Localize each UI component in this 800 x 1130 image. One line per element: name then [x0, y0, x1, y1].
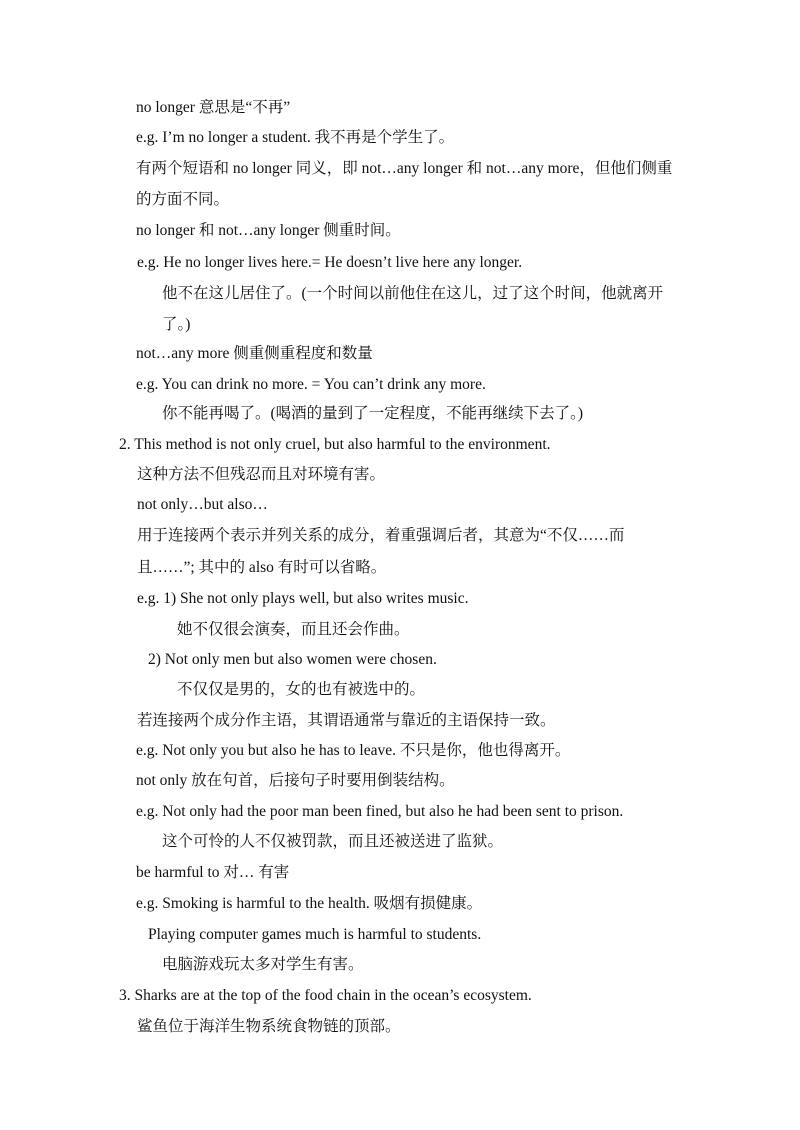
text-line: e.g. Not only you but also he has to leave. 不只是你，他也得离开。: [136, 742, 571, 759]
text-line: not only…but also…: [137, 496, 268, 513]
text-line: 且……”; 其中的 also 有时可以省略。: [137, 559, 387, 576]
text-line: 的方面不同。: [136, 191, 230, 208]
text-line: no longer 和 not…any longer 侧重时间。: [136, 222, 401, 239]
text-line: e.g. You can drink no more. = You can’t drink any more.: [136, 376, 486, 393]
text-line: 用于连接两个表示并列关系的成分，着重强调后者，其意为“不仅……而: [137, 527, 625, 544]
text-line: e.g. He no longer lives here.= He doesn’t live here any longer.: [137, 254, 523, 271]
text-line: 电脑游戏玩太多对学生有害。: [162, 956, 364, 973]
text-line: 她不仅很会演奏，而且还会作曲。: [177, 621, 410, 638]
text-line: no longer 意思是“不再”: [136, 99, 291, 116]
text-line: 若连接两个成分作主语，其谓语通常与靠近的主语保持一致。: [137, 712, 556, 729]
text-line: 这个可怜的人不仅被罚款，而且还被送进了监狱。: [162, 833, 504, 850]
text-line: Playing computer games much is harmful to students.: [148, 926, 482, 943]
text-line: 有两个短语和 no longer 同义，即 not…any longer 和 not…any more，但他们侧重: [136, 160, 673, 177]
text-line: 你不能再喝了。(喝酒的量到了一定程度，不能再继续下去了。): [162, 405, 584, 422]
text-line: 2. This method is not only cruel, but also harmful to the environment.: [119, 436, 551, 453]
text-line: 鲨鱼位于海洋生物系统食物链的顶部。: [137, 1018, 401, 1035]
text-line: e.g. 1) She not only plays well, but also writes music.: [137, 590, 469, 607]
text-line: 这种方法不但残忍而且对环境有害。: [137, 466, 386, 483]
text-line: 不仅仅是男的，女的也有被选中的。: [177, 681, 426, 698]
text-line: not only 放在句首，后接句子时要用倒装结构。: [136, 772, 455, 789]
text-line: 了。): [162, 316, 191, 333]
text-line: 2) Not only men but also women were chosen.: [148, 651, 437, 668]
text-line: 他不在这儿居住了。(一个时间以前他住在这儿，过了这个时间，他就离开: [162, 285, 664, 302]
text-line: e.g. Smoking is harmful to the health. 吸烟有损健康。: [136, 895, 483, 912]
text-line: not…any more 侧重侧重程度和数量: [136, 345, 373, 362]
text-line: be harmful to 对… 有害: [136, 864, 290, 881]
text-line: e.g. Not only had the poor man been fined, but also he had been sent to prison.: [136, 803, 624, 820]
text-line: e.g. I’m no longer a student. 我不再是个学生了。: [136, 129, 455, 146]
text-line: 3. Sharks are at the top of the food chain in the ocean’s ecosystem.: [119, 987, 532, 1004]
